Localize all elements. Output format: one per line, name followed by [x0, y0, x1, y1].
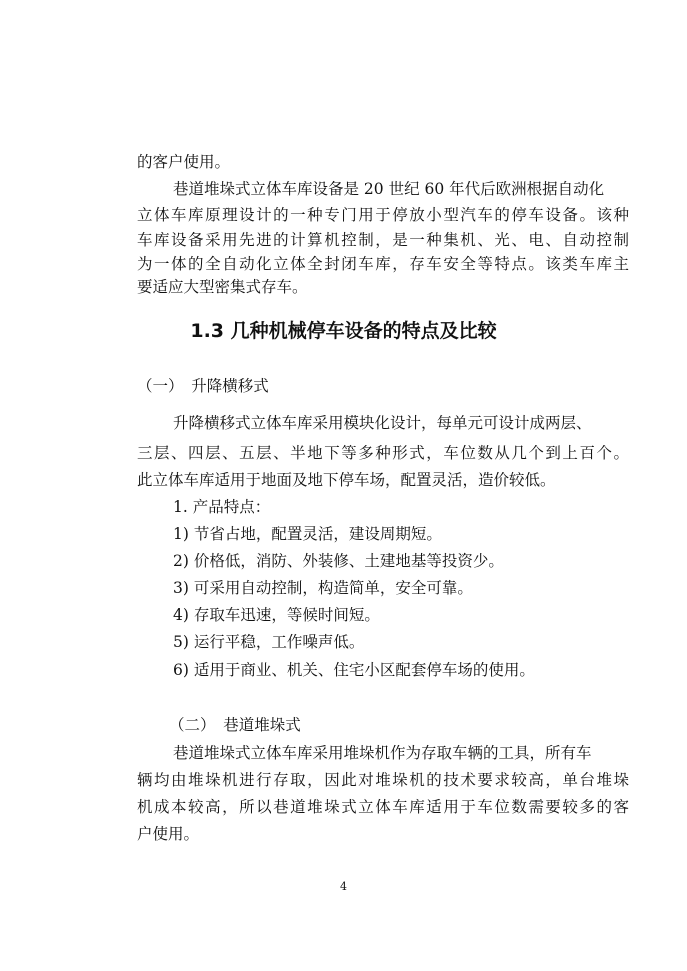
subsection-title: （二） 巷道堆垛式	[169, 716, 301, 734]
text-line	[137, 230, 629, 250]
text-line	[137, 797, 629, 817]
text-line-content: 机成本较高，所以巷道堆垛式立体车库适用于车位数需要较多的客	[137, 798, 629, 816]
text-line	[137, 205, 629, 225]
page-number: 4	[340, 880, 347, 893]
text-line-content: 三层、四层、五层、半地下等多种形式，车位数从几个到上百个。	[137, 444, 629, 462]
list-item: 5) 运行平稳，工作噪声低。	[173, 633, 365, 651]
text-line	[137, 443, 629, 463]
text-line: 巷道堆垛式立体车库采用堆垛机作为存取车辆的工具，所有车	[173, 744, 592, 762]
text-line: 要适应大型密集式存车。	[137, 278, 308, 296]
text-line: 此立体车库适用于地面及地下停车场，配置灵活，造价较低。	[137, 471, 556, 489]
text-line: 升降横移式立体车库采用模块化设计，每单元可设计成两层、	[173, 414, 592, 432]
text-line-content: 车库设备采用先进的计算机控制，是一种集机、光、电、自动控制	[137, 231, 629, 249]
text-line: 户使用。	[137, 825, 200, 843]
text-line-content: 立体车库原理设计的一种专门用于停放小型汽车的停车设备。该种	[137, 206, 629, 224]
features-title: 1. 产品特点：	[173, 498, 271, 516]
text-line: 巷道堆垛式立体车库设备是 20 世纪 60 年代后欧洲根据自动化	[173, 180, 605, 198]
list-item: 2) 价格低，消防、外装修、土建地基等投资少。	[173, 552, 504, 570]
text-line-content: 为一体的全自动化立体全封闭车库，存车安全等特点。该类车库主	[137, 255, 629, 273]
list-item: 6) 适用于商业、机关、住宅小区配套停车场的使用。	[173, 661, 535, 679]
text-line: 的客户使用。	[137, 153, 231, 171]
text-line-content: 辆均由堆垛机进行存取，因此对堆垛机的技术要求较高，单台堆垛	[137, 771, 629, 789]
text-line	[137, 770, 629, 790]
list-item: 1) 节省占地，配置灵活，建设周期短。	[173, 525, 442, 543]
subsection-title: （一） 升降横移式	[137, 377, 269, 395]
list-item: 3) 可采用自动控制，构造简单，安全可靠。	[173, 579, 473, 597]
text-line	[137, 254, 629, 274]
list-item: 4) 存取车迅速，等候时间短。	[173, 606, 380, 624]
section-heading: 1.3 几种机械停车设备的特点及比较	[190, 320, 497, 342]
